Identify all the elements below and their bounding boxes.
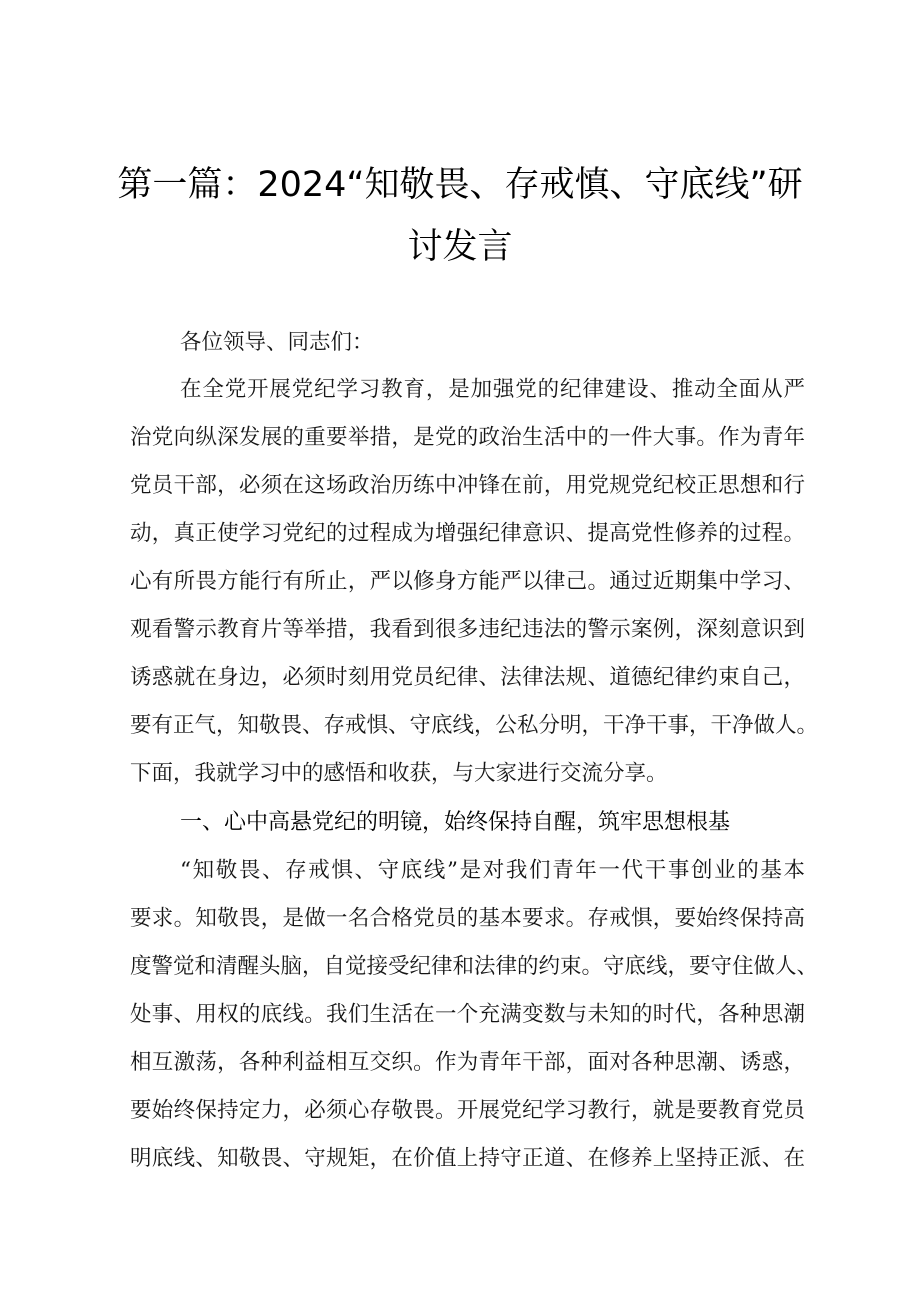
paragraph-2-line: “知敬畏、存戒惧、守底线”是对我们青年一代干事创业的基本: [180, 858, 805, 883]
paragraph-1-line: 观看警示教育片等举措，我看到很多违纪违法的警示案例，深刻意识到: [130, 617, 805, 642]
salutation: 各位领导、同志们：: [180, 330, 374, 355]
paragraph-2-line: 相互激荡，各种利益相互交织。作为青年干部，面对各种思潮、诱惑，: [130, 1050, 805, 1075]
paragraph-1-line: 治党向纵深发展的重要举措，是党的政治生活中的一件大事。作为青年: [130, 425, 805, 450]
document-title-line-1: 第一篇：2024“知敬畏、存戒慎、守底线”研: [117, 165, 803, 205]
paragraph-1-line: 动，真正使学习党纪的过程成为增强纪律意识、提高党性修养的过程。: [130, 521, 805, 546]
paragraph-1-line: 在全党开展党纪学习教育，是加强党的纪律建设、推动全面从严: [180, 377, 805, 402]
paragraph-1-line: 党员干部，必须在这场政治历练中冲锋在前，用党规党纪校正思想和行: [130, 473, 805, 498]
paragraph-1-line: 要有正气，知敬畏、存戒惧、守底线，公私分明，干净干事，干净做人。: [130, 713, 819, 738]
paragraph-1-line: 心有所畏方能行有所止，严以修身方能严以律己。通过近期集中学习、: [130, 569, 805, 594]
document-title-line-2: 讨发言: [407, 227, 513, 267]
paragraph-2-line: 要求。知敬畏，是做一名合格党员的基本要求。存戒惧，要始终保持高: [130, 906, 805, 931]
paragraph-2-line: 明底线、知敬畏、守规矩，在价值上持守正道、在修养上坚持正派、在: [130, 1146, 805, 1171]
paragraph-2-line: 处事、用权的底线。我们生活在一个充满变数与未知的时代，各种思潮: [130, 1002, 805, 1027]
paragraph-1-line: 下面，我就学习中的感悟和收获，与大家进行交流分享。: [130, 761, 668, 786]
paragraph-2-line: 要始终保持定力，必须心存敬畏。开展党纪学习教行，就是要教育党员: [130, 1098, 805, 1123]
paragraph-2-line: 度警觉和清醒头脑，自觉接受纪律和法律的约束。守底线，要守住做人、: [130, 954, 819, 979]
paragraph-1-line: 诱惑就在身边，必须时刻用党员纪律、法律法规、道德纪律约束自己，: [130, 665, 805, 690]
section-heading: 一、心中高悬党纪的明镜，始终保持自醒，筑牢思想根基: [180, 810, 731, 835]
